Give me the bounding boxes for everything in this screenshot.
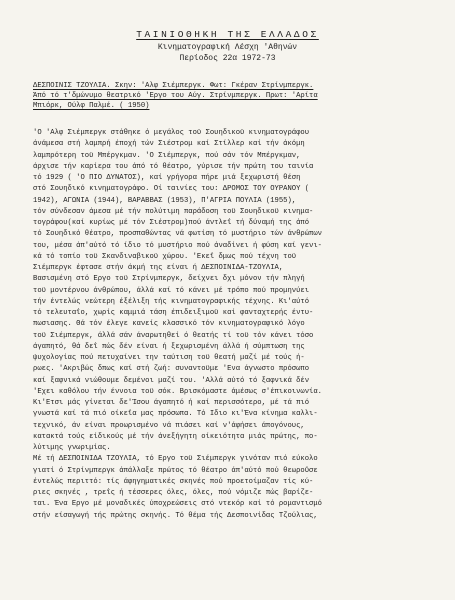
body-line: λύτιμης γνωριμίας.	[33, 444, 111, 452]
body-line: ριες σκηνές , τρεΐς ή τέσσερες όλες, όλες, πού νόμιζε πώς βαρίζε-	[33, 489, 314, 497]
body-line: Κι'Ετσι μάς γίνεται δε'Ίσου άγαπητό ή καί περισσότερο, μέ τά πιό	[33, 399, 310, 407]
credits-line: Μπιόρκ, Ούλφ Παλμέ. ( 1950)	[33, 102, 150, 111]
body-line: ρωες. 'Ακριβώς δπως καί στή ζωή: συναντοϋμε 'Ενα άγνωστο πρόσωπο	[33, 365, 310, 374]
body-line: στήν είσαγωγή τής πρώτης σκηνής. Τό θέμα τής Δεσποινίδας Τζούλιας,	[33, 511, 318, 520]
body-line: 'Εχει καθόλου τήν έννοια τοϋ σόκ. Βρισκόμαστε άμέσως σ'έπικοινωνία.	[33, 387, 322, 396]
body-line: στό Σουηδικό κινηματογράφο. Οί ταινίες του: ΔΡΟΜΟΣ ΤΟΥ ΟΥΡΑΝΟΥ (	[33, 185, 310, 194]
body-line: γιατί ό Στρίνμπεργκ άπάλλαξε πρώτος τό θέατρο άπ'αύτό πού θεωροΰσε	[33, 466, 318, 475]
body-line: έντελώς περιττό: τίς άφηγηματικές σκηνές πού προετοίμαζαν τίς κύ-	[33, 477, 314, 486]
body-line: τήν έντελώς νεώτερη έξέλιξη τής κινηματογραφικής τέχνης. Κι'αύτό	[33, 297, 310, 306]
body-line: Μέ τή ΔΕΣΠΟΙΝΙΔΑ ΤΖΟΥΛΙΑ, τό Εργο τοϋ Σιέμπεργκ γινόταν πιό εύκολο	[33, 455, 318, 464]
body-line: πωσιασης. Θά τόν έλεγε κανείς κλασσικό τόν κινηματογραφικό λόγο	[33, 320, 305, 329]
body-line: κά τό τοπίο τοϋ Σκανδιναβικοϋ χώρου. 'Εκεΐ δμως πού τέχνη τοϋ	[33, 252, 297, 261]
body-line: ψυχολογίας πού πετυχαίνει την ταύτιση τοϋ θεατή μαζί μέ τούς ή-	[33, 354, 305, 362]
body-line: τό 1929 ( 'Ο ΠΙΟ ΔΥΝΑΤΟΣ), καί γρήγορα πήρε μιά ξεχωριστή θέση	[33, 174, 301, 182]
credits-line: Άπό τό τ'δμώνυμο θεατρικό 'Εργο του Αύγ. Στρίνμπεργκ. Πρωτ: 'Αρίτα	[33, 92, 318, 101]
body-line: τεχνικό, άν είναι προωρισμένο νά πιάσει καί ν'άφήσει άπογόνους,	[33, 421, 305, 430]
body-line: άρχισε τήν καρίερα του άπό τό θέατρο, γύρισε τήν πρώτη του ταινία	[33, 162, 314, 171]
body-line: 1942), ΑΓΩΝΙΑ (1944), ΒΑΡΑΒΒΑΣ (1953), Π'ΑΓΡΙΑ ΠΟΥΛΙΑ (1955),	[33, 196, 297, 205]
body-line: άνάμεσα στή λαμπρή έποχή τών Σιέστρομ καί Στίλλερ καί τήν άκόμη	[33, 140, 305, 149]
film-credits	[33, 81, 433, 112]
body-line: τόν σύνδεσαν άμεσα μέ τήν πολύτιμη παράδοση τοϋ Σουηδικοϋ κινημα-	[33, 207, 314, 216]
body-line: τό τελευταΐο, χωρίς καμμιά τάση έπιδειξιμοϋ καί φανταχτερής έντυ-	[33, 309, 314, 317]
body-line: του, μέσα άπ'αύτό τό ίδιο τό μυστήριο πού άναδίνει ή φύση καί γενι-	[33, 241, 322, 250]
article-body	[33, 128, 438, 522]
document-header	[0, 28, 455, 64]
body-line: τοϋ μοντέρνου άνθρώπου, άλλά καί τό κάνει μέ τρόπο πού προμηνύει	[33, 286, 310, 295]
document-title: ΤΑΙΝΙΟΘΗΚΗ ΤΗΣ ΕΛΛΑΔΟΣ	[136, 29, 319, 40]
body-line: λαμπρότερη τοϋ Μπέργκμαν. 'Ο Σιέμπεργκ, πού σάν τόν Μπέργκμαν,	[33, 151, 301, 160]
body-line: καί ξαφνικά νιώθουμε δεμένοι μαζί του. 'Αλλά αύτό τό ξαφνικά δέν	[33, 376, 310, 385]
body-line: τό Σουηδικό θέατρο, προσπαθώντας νά φωτίση τό μυστήριο τών άνθρώπων	[33, 230, 322, 239]
body-line: 'Ο 'Αλφ Σιέμπεργκ στάθηκε ό μεγάλος τοϋ Σουηδικοϋ κινηματογράφου	[33, 129, 310, 137]
body-line: τογράφου(καί κυρίως μέ τόν Σιέστρομ)πού άντλεΐ τή δύναμή της άπό	[33, 219, 310, 227]
body-line: Βασισμένη στό Εργο τοϋ Στρίνμπεργκ, δείχνει δχι μόνον τήν πληγή	[33, 275, 305, 284]
document-period: Περίοδος 22α 1972-73	[179, 54, 276, 63]
body-line: κατακτά τούς είδικούς μέ τήν άνεξήγητη οίκειότητα μιάς πρώτης, πο-	[33, 432, 318, 441]
body-line: γνωστά καί τά πιό οίκεΐα μας πρόσωπα. Τό Ιδιο κι'Ένα κίνημα καλλι-	[33, 410, 318, 419]
body-line: ται. Ένα Εργο μέ μοναδικές ύποχρεώσεις στό ντεκόρ καί τό ρομαντισμό	[33, 500, 322, 509]
document-subtitle: Κινηματογραφική Λέσχη 'Αθηνών	[157, 43, 298, 52]
body-line: άγαπητό, θά δεΐ πώς δέν είναι ή ξεχωρισμένη άλλά ή σύμπτωση της	[33, 342, 305, 351]
body-line: Σιέμπεργκ έφτασε στήν άκμή της είναι ή ΔΕΣΠΟΙΝΙΔΑ-ΤΖΟΥΛΙΑ,	[33, 264, 284, 272]
credits-line: ΔΕΣΠΟΙΝΙΣ ΤΖΟΥΛΙΑ. Σκην: 'Αλφ Σιέμπεργκ. Φωτ: Γκέραν Στρίνμπεργκ.	[33, 82, 314, 90]
body-line: τοϋ Σιέμπεργκ, άλλά σάν άναρωτηθεί ό θεατής τί τοϋ τόν κάνει τόσο	[33, 331, 314, 340]
